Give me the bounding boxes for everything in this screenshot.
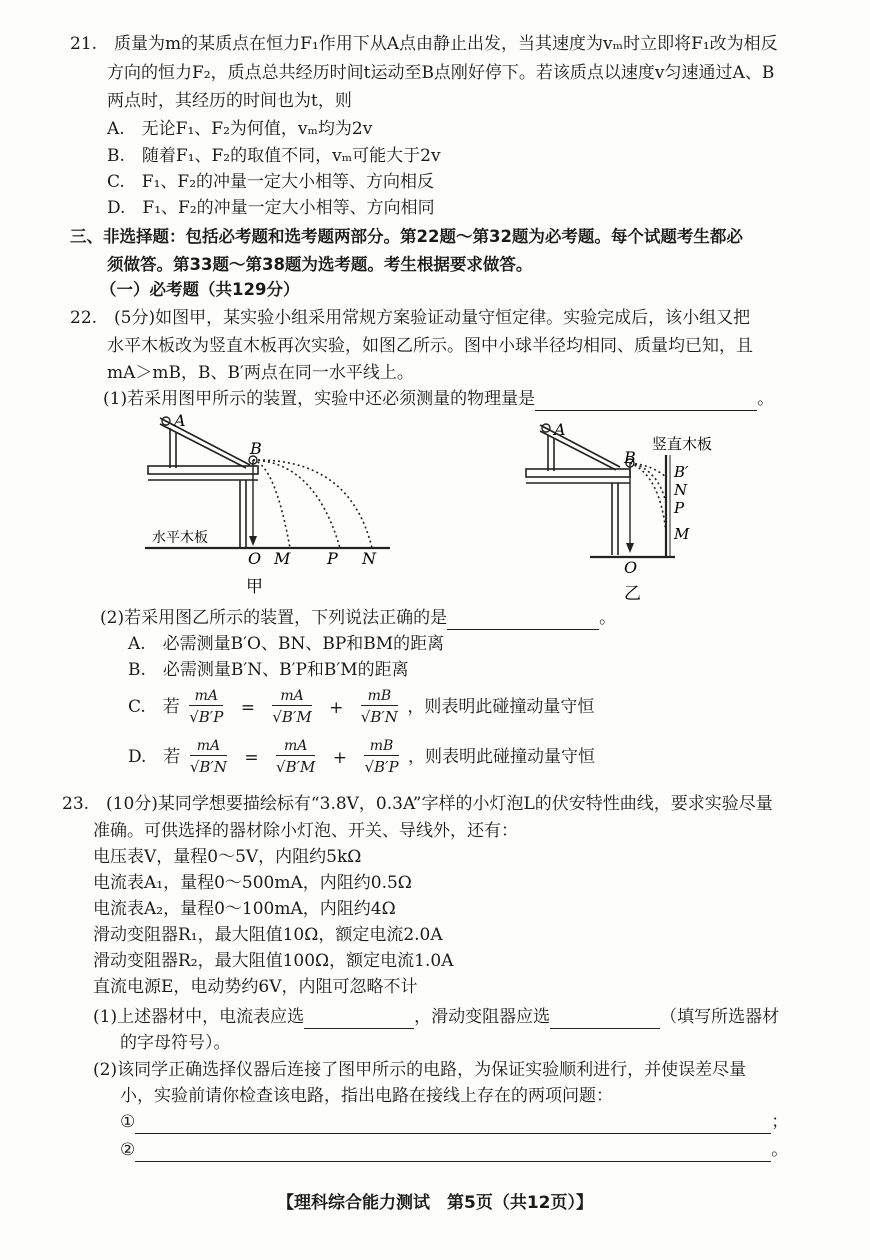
q23-item-2: 电流表A₁，量程0～500mA，内阻约0.5Ω bbox=[93, 873, 412, 893]
yi-board-label: 竖直木板 bbox=[652, 435, 713, 453]
figure-yi bbox=[520, 415, 740, 605]
yi-label-m: M bbox=[674, 525, 690, 543]
q22-c-num-3: mB bbox=[361, 687, 398, 706]
q22-d-tail: ，则表明此碰撞动量守恒 bbox=[407, 747, 595, 767]
q22-part1 bbox=[103, 387, 774, 411]
q22-d-num-2: mA bbox=[276, 737, 315, 756]
q22-c-label: C. 若 bbox=[128, 697, 180, 717]
jia-caption: 甲 bbox=[246, 577, 263, 597]
q23-answer-2-end: 。 bbox=[771, 1140, 789, 1160]
section3-line-1: 三、非选择题：包括必考题和选考题两部分。第22题～第32题为必考题。每个试题考生都必 bbox=[70, 227, 743, 246]
jia-label-m: M bbox=[274, 549, 291, 568]
q23-answer-1 bbox=[120, 1110, 788, 1134]
section3-subheading: （一）必考题（共129分） bbox=[100, 280, 300, 299]
q22-c-tail: ，则表明此碰撞动量守恒 bbox=[407, 697, 595, 717]
q22-d-num-1: mA bbox=[190, 737, 227, 756]
q22-c-den-1: √B′P bbox=[189, 708, 224, 726]
q22-c-eq: = bbox=[240, 697, 255, 718]
q22-c-num-1: mA bbox=[189, 687, 223, 706]
q23-part1-text-c: （填写所选器材 bbox=[660, 1007, 780, 1027]
jia-label-a: A bbox=[174, 411, 186, 430]
jia-label-b: B bbox=[250, 439, 262, 458]
q23-stem-line-2: 准确。可供选择的器材除小灯泡、开关、导线外，还有： bbox=[93, 821, 518, 841]
q23-answer-1-end: ； bbox=[771, 1112, 789, 1132]
q22-option-b: B. 必需测量B′N、B′P和B′M的距离 bbox=[128, 660, 409, 680]
q21-stem-line-3: 两点时，其经历的时间也为t，则 bbox=[107, 91, 352, 111]
q22-d-den-2: √B′M bbox=[276, 758, 316, 776]
q22-part1-blank[interactable] bbox=[535, 392, 757, 411]
q21-option-d: D. F₁、F₂的冲量一定大小相等、方向相同 bbox=[107, 198, 435, 218]
q22-d-frac-2 bbox=[276, 737, 315, 778]
q21-option-c: C. F₁、F₂的冲量一定大小相等、方向相反 bbox=[107, 172, 435, 192]
q21-stem-line-2: 方向的恒力F₂，质点总共经历时间t运动至B点刚好停下。若该质点以速度v匀速通过A、B bbox=[107, 63, 775, 83]
section3-line-2: 须做答。第33题～第38题为选考题。考生根据要求做答。 bbox=[107, 255, 533, 274]
q22-stem-line-3: mA＞mB，B、B′两点在同一水平线上。 bbox=[107, 363, 414, 383]
q22-d-frac-3 bbox=[364, 737, 398, 778]
q22-stem-line-2: 水平木板改为竖直木板再次实验，如图乙所示。图中小球半径均相同、质量均已知，且 bbox=[107, 336, 753, 356]
q23-item-5: 滑动变阻器R₂，最大阻值100Ω，额定电流1.0A bbox=[93, 951, 454, 971]
q21-stem-line-1: 21. 质量为m的某质点在恒力F₁作用下从A点由静止出发，当其速度为vₘ时立即将F₁改为相反 bbox=[70, 34, 778, 54]
q22-c-frac-2 bbox=[272, 687, 311, 728]
yi-caption: 乙 bbox=[624, 584, 641, 604]
q23-answer-1-blank[interactable] bbox=[135, 1115, 771, 1134]
q23-item-3: 电流表A₂，量程0～100mA，内阻约4Ω bbox=[93, 899, 396, 919]
yi-label-bprime: B′ bbox=[674, 463, 689, 481]
yi-label-a: A bbox=[554, 420, 566, 439]
q23-ammeter-blank[interactable] bbox=[304, 1010, 414, 1029]
q23-item-4: 滑动变阻器R₁，最大阻值10Ω，额定电流2.0A bbox=[93, 925, 443, 945]
q22-c-frac-3 bbox=[361, 687, 398, 728]
yi-label-n: N bbox=[674, 481, 688, 499]
jia-label-o: O bbox=[248, 549, 262, 568]
q22-d-plus: + bbox=[332, 747, 348, 768]
q23-rheostat-blank[interactable] bbox=[550, 1010, 660, 1029]
q22-part2-blank[interactable] bbox=[447, 611, 599, 630]
q23-item-6: 直流电源E，电动势约6V，内阻可忽略不计 bbox=[93, 977, 418, 997]
q23-answer-2 bbox=[120, 1138, 788, 1162]
q22-option-c bbox=[128, 684, 594, 730]
q23-answer-1-mark: ① bbox=[120, 1112, 136, 1132]
q22-c-num-2: mA bbox=[272, 687, 311, 706]
q22-option-a: A. 必需测量B′O、BN、BP和BM的距离 bbox=[128, 634, 445, 654]
q23-item-1: 电压表V，量程0～5V，内阻约5kΩ bbox=[93, 847, 362, 867]
q23-part1 bbox=[93, 1005, 779, 1029]
q22-d-eq: = bbox=[244, 747, 259, 768]
jia-label-n: N bbox=[362, 549, 376, 568]
figure-jia bbox=[140, 410, 400, 600]
q22-part2-text: (2)若采用图乙所示的装置，下列说法正确的是 bbox=[100, 608, 448, 628]
q23-part2-line-1: (2)该同学正确选择仪器后连接了图甲所示的电路，为保证实验顺利进行，并使误差尽量 bbox=[93, 1060, 747, 1080]
q22-part2-end: 。 bbox=[599, 608, 617, 628]
q22-c-frac-1 bbox=[189, 687, 223, 728]
q23-part1-text-a: (1)上述器材中，电流表应选 bbox=[93, 1007, 305, 1027]
q21-option-b: B. 随着F₁、F₂的取值不同，vₘ可能大于2v bbox=[107, 146, 441, 166]
q23-answer-2-blank[interactable] bbox=[135, 1143, 771, 1162]
page-footer: 【理科综合能力测试 第5页（共12页）】 bbox=[277, 1193, 593, 1213]
q21-option-a: A. 无论F₁、F₂为何值，vₘ均为2v bbox=[107, 119, 373, 139]
q22-c-den-3: √B′N bbox=[360, 708, 398, 726]
jia-board-label: 水平木板 bbox=[152, 530, 208, 546]
jia-label-p: P bbox=[327, 549, 338, 568]
q22-d-frac-1 bbox=[190, 737, 227, 778]
yi-label-b: B bbox=[624, 448, 636, 467]
q22-stem-line-1: 22. (5分)如图甲，某实验小组采用常规方案验证动量守恒定律。实验完成后，该小组又把 bbox=[70, 308, 751, 328]
q22-c-den-2: √B′M bbox=[272, 708, 312, 726]
q22-c-plus: + bbox=[329, 697, 344, 718]
q23-part1-line-2: 的字母符号）。 bbox=[120, 1033, 231, 1053]
yi-label-p: P bbox=[674, 499, 685, 517]
q23-part2-line-2: 小，实验前请你检查该电路，指出电路在接线上存在的两项问题： bbox=[120, 1086, 613, 1106]
q23-answer-2-mark: ② bbox=[120, 1140, 136, 1160]
q22-d-den-3: √B′P bbox=[364, 758, 399, 776]
yi-label-o: O bbox=[624, 558, 638, 577]
q22-option-d bbox=[128, 734, 595, 780]
q23-part1-text-b: ，滑动变阻器应选 bbox=[414, 1007, 551, 1027]
q22-part1-end: 。 bbox=[757, 389, 775, 409]
q22-d-den-1: √B′N bbox=[189, 758, 227, 776]
q22-part1-text: (1)若采用图甲所示的装置，实验中还必须测量的物理量是 bbox=[103, 389, 536, 409]
q23-stem-line-1: 23. (10分)某同学想要描绘标有“3.8V，0.3A”字样的小灯泡L的伏安特性曲线，要求实验尽量 bbox=[62, 794, 773, 814]
q22-d-num-3: mB bbox=[364, 737, 398, 756]
q22-part2 bbox=[100, 606, 616, 630]
q22-d-label: D. 若 bbox=[128, 747, 181, 767]
